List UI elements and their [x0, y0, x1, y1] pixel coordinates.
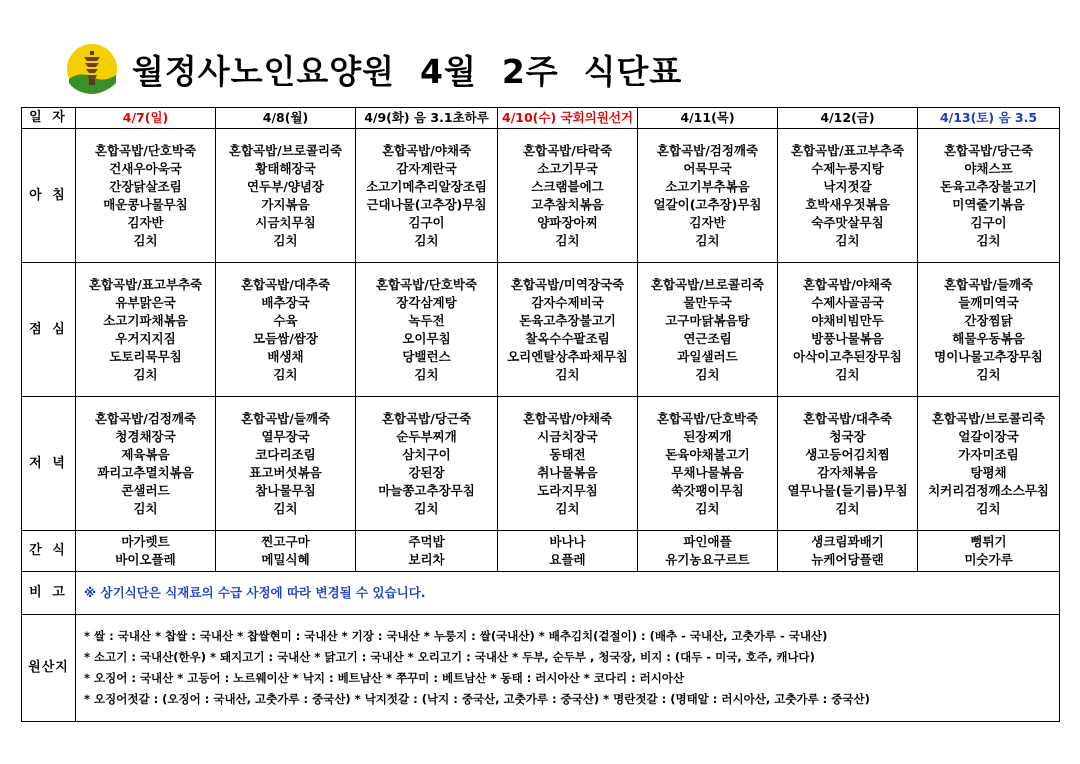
page-header [66, 40, 682, 98]
breakfast-row [22, 129, 1060, 263]
page-title: 월정사노인요양원 4월 2주 식단표 [132, 51, 683, 91]
menu-item: 찰옥수수팥조림 [525, 330, 610, 346]
menu-item: 혼합곡밥/대추죽 [802, 410, 893, 426]
date-cell: 4/8(월) [216, 108, 356, 129]
menu-item: 혼합곡밥/표고부추죽 [88, 276, 203, 292]
menu-item: 물만두국 [683, 294, 732, 310]
menu-item: 순두부찌개 [396, 428, 457, 444]
menu-item: 스크램블에그 [531, 178, 604, 194]
snack-item: 바나나 [549, 534, 586, 549]
menu-item: 강된장 [408, 464, 445, 480]
snack-item: 바이오플레 [115, 552, 176, 567]
snack-item: 유기농요구르트 [665, 552, 750, 567]
lunch-label: 점 심 [22, 263, 76, 397]
menu-item: 호박새우젓볶음 [805, 196, 890, 212]
breakfast-cell [498, 129, 638, 263]
menu-item: 돈육고추장불고기 [940, 178, 1037, 194]
snack-item: 파인애플 [683, 534, 732, 549]
menu-item: 김치 [414, 366, 439, 382]
snack-item: 찐고구마 [261, 534, 310, 549]
menu-item: 삼치구이 [402, 446, 451, 462]
menu-item: 가자미조림 [958, 446, 1019, 462]
snack-item: 요플레 [549, 552, 586, 567]
menu-item: 명이나물고추장무침 [934, 348, 1043, 364]
menu-item: 과일샐러드 [677, 348, 738, 364]
note-text: ※ 상기식단은 식재료의 수급 사정에 따라 변경될 수 있습니다. [76, 572, 1060, 615]
menu-item: 김치 [555, 366, 580, 382]
lunch-cell [918, 263, 1060, 397]
menu-item: 혼합곡밥/브로콜리죽 [228, 142, 343, 158]
breakfast-cell [216, 129, 356, 263]
menu-item: 혼합곡밥/당근죽 [381, 410, 472, 426]
menu-item: 수육 [273, 312, 298, 328]
menu-item: 혼합곡밥/야채죽 [522, 410, 613, 426]
snack-item: 마가렛트 [121, 534, 170, 549]
date-cell: 4/9(화) 음 3.1초하루 [356, 108, 498, 129]
menu-item: 해물우동볶음 [952, 330, 1025, 346]
menu-item: 혼합곡밥/브로콜리죽 [931, 410, 1046, 426]
menu-item: 혼합곡밥/야채죽 [381, 142, 472, 158]
menu-item: 황태해장국 [255, 160, 316, 176]
date-cell: 4/7(일) [76, 108, 216, 129]
menu-item: 우거지지짐 [115, 330, 176, 346]
date-cell: 4/13(토) 음 3.5 [918, 108, 1060, 129]
menu-item: 혼합곡밥/표고부추죽 [790, 142, 905, 158]
dinner-cell [778, 397, 918, 531]
origin-line: * 소고기 : 국내산(한우) * 돼지고기 : 국내산 * 닭고기 : 국내산 * 오리고기 : 국내산 * 두부, 순두부 , 청국장, 비지 : (대두 - 미국, 호주, 캐나다) [84, 650, 815, 664]
lunch-cell [356, 263, 498, 397]
breakfast-cell [778, 129, 918, 263]
menu-item: 가지볶음 [261, 196, 310, 212]
menu-item: 치커리검정깨소스무침 [928, 482, 1049, 498]
menu-item: 생고등어김치찜 [805, 446, 890, 462]
snack-item: 생크림꽈배기 [811, 534, 884, 549]
date-cell: 4/12(금) [778, 108, 918, 129]
menu-item: 김치 [273, 366, 298, 382]
menu-item: 유부맑은국 [115, 294, 176, 310]
menu-item: 김치 [976, 232, 1001, 248]
menu-item: 고추참치볶음 [531, 196, 604, 212]
menu-item: 쑥갓팽이무침 [671, 482, 744, 498]
menu-item: 김치 [273, 232, 298, 248]
menu-item: 코다리조림 [255, 446, 316, 462]
menu-item: 혼합곡밥/미역장국죽 [510, 276, 625, 292]
menu-item: 청경채장국 [115, 428, 176, 444]
menu-table [21, 107, 1060, 722]
menu-item: 김치 [555, 232, 580, 248]
menu-item: 고구마닭볶음탕 [665, 312, 750, 328]
menu-item: 들깨미역국 [958, 294, 1019, 310]
menu-item: 김치 [976, 500, 1001, 516]
menu-item: 꽈리고추멸치볶음 [97, 464, 194, 480]
origin-line: * 오징어 : 국내산 * 고등어 : 노르웨이산 * 낙지 : 베트남산 * 쭈꾸미 : 베트남산 * 동태 : 러시아산 * 코다리 : 러시아산 [84, 671, 685, 685]
menu-item: 김치 [835, 232, 860, 248]
pagoda-logo-icon [66, 43, 118, 95]
snack-label: 간 식 [22, 531, 76, 572]
note-row [22, 572, 1060, 615]
snack-cell [778, 531, 918, 572]
lunch-cell [76, 263, 216, 397]
menu-item: 돈육고추장불고기 [519, 312, 616, 328]
menu-item: 근대나물(고추장)무침 [366, 196, 487, 212]
menu-item: 콘샐러드 [121, 482, 170, 498]
menu-item: 연두부/양념장 [246, 178, 325, 194]
snack-item: 보리차 [408, 552, 445, 567]
menu-item: 장각삼계탕 [396, 294, 457, 310]
menu-item: 김치 [835, 366, 860, 382]
menu-item: 간장닭살조림 [109, 178, 182, 194]
menu-item: 도토리묵무침 [109, 348, 182, 364]
menu-item: 소고기무국 [537, 160, 598, 176]
menu-item: 혼합곡밥/단호박죽 [375, 276, 478, 292]
dinner-cell [356, 397, 498, 531]
menu-item: 미역줄기볶음 [952, 196, 1025, 212]
menu-item: 방풍나물볶음 [811, 330, 884, 346]
origin-row [22, 615, 1060, 722]
menu-item: 김치 [555, 500, 580, 516]
menu-item: 김자반 [689, 214, 726, 230]
menu-item: 얼갈이장국 [958, 428, 1019, 444]
breakfast-label: 아 침 [22, 129, 76, 263]
dinner-cell [216, 397, 356, 531]
menu-item: 혼합곡밥/검정깨죽 [656, 142, 759, 158]
menu-item: 간장찜닭 [964, 312, 1013, 328]
menu-item: 혼합곡밥/단호박죽 [94, 142, 197, 158]
lunch-cell [778, 263, 918, 397]
snack-cell [638, 531, 778, 572]
menu-item: 마늘쫑고추장무침 [378, 482, 475, 498]
menu-item: 혼합곡밥/검정깨죽 [94, 410, 197, 426]
breakfast-cell [356, 129, 498, 263]
menu-item: 김치 [414, 500, 439, 516]
menu-item: 야채스프 [964, 160, 1013, 176]
snack-item: 미숫가루 [964, 552, 1013, 567]
menu-item: 김치 [695, 366, 720, 382]
breakfast-cell [638, 129, 778, 263]
menu-item: 김치 [695, 500, 720, 516]
menu-item: 돈육야채불고기 [665, 446, 750, 462]
menu-item: 김자반 [127, 214, 164, 230]
dinner-label: 저 녁 [22, 397, 76, 531]
menu-item: 김치 [133, 500, 158, 516]
menu-item: 무채나물볶음 [671, 464, 744, 480]
menu-item: 소고기파채볶음 [103, 312, 188, 328]
menu-item: 모듬쌈/쌈장 [253, 330, 318, 346]
menu-item: 혼합곡밥/단호박죽 [656, 410, 759, 426]
menu-item: 김치 [835, 500, 860, 516]
snack-item: 주먹밥 [408, 534, 445, 549]
menu-item: 연근조림 [683, 330, 732, 346]
menu-item: 혼합곡밥/들깨죽 [240, 410, 331, 426]
lunch-row [22, 263, 1060, 397]
menu-item: 감자수제비국 [531, 294, 604, 310]
menu-item: 참나물무침 [255, 482, 316, 498]
menu-item: 김치 [133, 232, 158, 248]
snack-cell [356, 531, 498, 572]
menu-item: 수제사골곰국 [811, 294, 884, 310]
menu-item: 숙주맛살무침 [811, 214, 884, 230]
menu-item: 혼합곡밥/들깨죽 [943, 276, 1034, 292]
origin-line: * 쌀 : 국내산 * 찹쌀 : 국내산 * 찹쌀현미 : 국내산 * 기장 : 국내산 * 누룽지 : 쌀(국내산) * 배추김치(겉절이) : (배추 - 국내산, 고춧가루 - 국내산) [84, 629, 828, 643]
menu-item: 혼합곡밥/브로콜리죽 [650, 276, 765, 292]
origin-text [76, 615, 1060, 722]
menu-item: 김구이 [970, 214, 1007, 230]
menu-item: 혼합곡밥/타락죽 [522, 142, 613, 158]
menu-item: 도라지무침 [537, 482, 598, 498]
origin-line: * 오징어젓갈 : (오징어 : 국내산, 고춧가루 : 중국산) * 낙지젓갈 : (낙지 : 중국산, 고춧가루 : 중국산) * 명란젓갈 : (명태알 : 러시아산, 고춧가루 : 중국산) [84, 692, 870, 706]
breakfast-cell [76, 129, 216, 263]
date-cell: 4/11(목) [638, 108, 778, 129]
menu-item: 제육볶음 [121, 446, 170, 462]
menu-item: 소고기부추볶음 [665, 178, 750, 194]
menu-item: 아삭이고추된장무침 [793, 348, 902, 364]
dinner-row [22, 397, 1060, 531]
menu-item: 수제누룽지탕 [811, 160, 884, 176]
date-row [22, 108, 1060, 129]
snack-cell [76, 531, 216, 572]
menu-item: 열무장국 [261, 428, 310, 444]
snack-item: 메밀식혜 [261, 552, 310, 567]
snack-item: 뉴케어당플랜 [811, 552, 884, 567]
menu-item: 열무나물(들기름)무침 [787, 482, 908, 498]
menu-item: 당밸런스 [402, 348, 451, 364]
menu-item: 청국장 [829, 428, 866, 444]
menu-item: 혼합곡밥/대추죽 [240, 276, 331, 292]
menu-item: 양파장아찌 [537, 214, 598, 230]
lunch-cell [638, 263, 778, 397]
menu-item: 어묵무국 [683, 160, 732, 176]
date-label: 일 자 [22, 108, 76, 129]
menu-item: 낙지젓갈 [823, 178, 872, 194]
menu-item: 배추장국 [261, 294, 310, 310]
menu-item: 표고버섯볶음 [249, 464, 322, 480]
snack-cell [918, 531, 1060, 572]
menu-item: 감자채볶음 [817, 464, 878, 480]
menu-item: 김구이 [408, 214, 445, 230]
menu-item: 김치 [976, 366, 1001, 382]
snack-cell [498, 531, 638, 572]
snack-item: 뻥튀기 [970, 534, 1007, 549]
menu-item: 시금치장국 [537, 428, 598, 444]
menu-item: 혼합곡밥/야채죽 [802, 276, 893, 292]
snack-row [22, 531, 1060, 572]
menu-item: 매운콩나물무침 [103, 196, 188, 212]
menu-item: 김치 [695, 232, 720, 248]
menu-item: 건새우아욱국 [109, 160, 182, 176]
menu-item: 된장찌개 [683, 428, 732, 444]
menu-item: 김치 [133, 366, 158, 382]
menu-item: 녹두전 [408, 312, 445, 328]
menu-item: 오이무침 [402, 330, 451, 346]
menu-item: 취나물볶음 [537, 464, 598, 480]
snack-cell [216, 531, 356, 572]
menu-item: 탕평채 [970, 464, 1007, 480]
menu-item: 소고기메추리알장조림 [366, 178, 487, 194]
menu-item: 김치 [414, 232, 439, 248]
date-cell: 4/10(수) 국회의원선거 [498, 108, 638, 129]
menu-item: 야채비빔만두 [811, 312, 884, 328]
menu-item: 감자계란국 [396, 160, 457, 176]
note-label: 비 고 [22, 572, 76, 615]
menu-item: 얼갈이(고추장)무침 [653, 196, 762, 212]
menu-item: 오리엔탈상추파채무침 [507, 348, 628, 364]
menu-item: 배생채 [267, 348, 304, 364]
menu-item: 시금치무침 [255, 214, 316, 230]
dinner-cell [918, 397, 1060, 531]
menu-item: 동태전 [549, 446, 586, 462]
lunch-cell [216, 263, 356, 397]
lunch-cell [498, 263, 638, 397]
dinner-cell [76, 397, 216, 531]
breakfast-cell [918, 129, 1060, 263]
menu-item: 김치 [273, 500, 298, 516]
dinner-cell [638, 397, 778, 531]
menu-item: 혼합곡밥/당근죽 [943, 142, 1034, 158]
dinner-cell [498, 397, 638, 531]
origin-label: 원산지 [22, 615, 76, 722]
